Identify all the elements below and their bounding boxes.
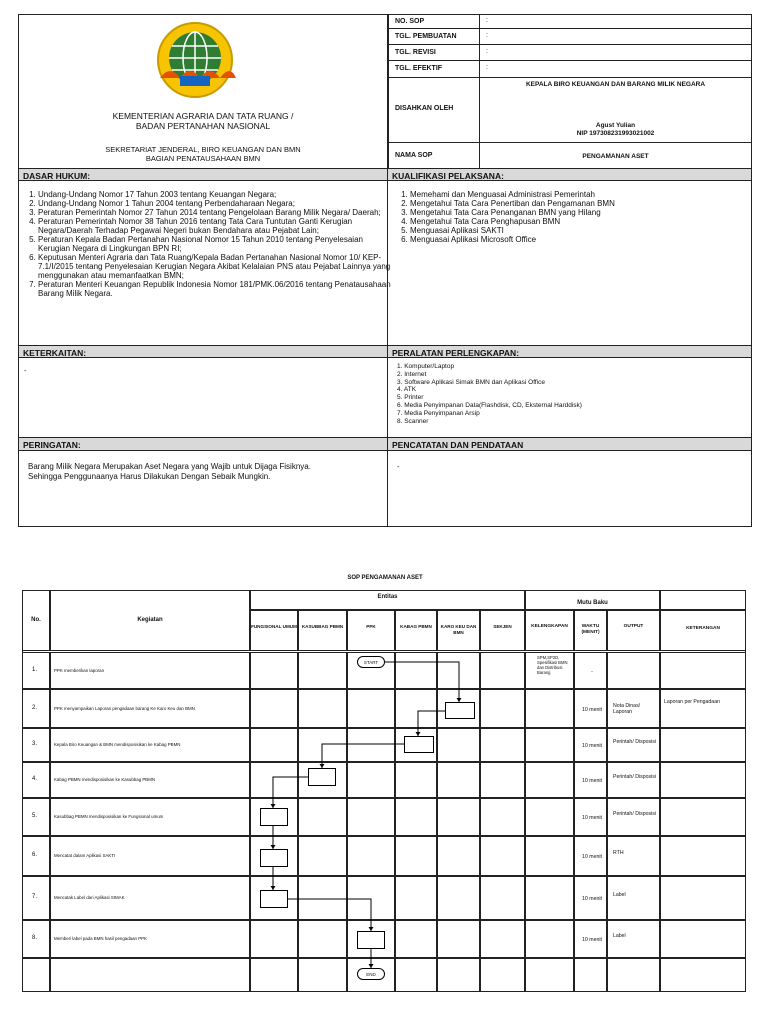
peralatan-item: 6. Media Penyimpanan Data(Flashdisk, CD, Eksternal Harddisk) [397, 401, 582, 409]
connector-fungsional-ppk [288, 899, 371, 931]
tgl-revisi-label: TGL. REVISI [388, 44, 480, 61]
pencatatan-value: - [397, 462, 400, 471]
row-no: 4. [32, 776, 38, 782]
row-output: RTH [613, 850, 624, 856]
entity-label: KARO KEU DAN BMN [440, 624, 477, 635]
arrowhead [416, 732, 421, 736]
row-kegiatan: Kasubbag PBMN mendisposisikan ke Fungsional umum [54, 814, 164, 819]
no-sop-value: : [479, 14, 752, 29]
tgl-pembuatan-label: TGL. PEMBUATAN [388, 28, 480, 45]
dasar-hukum-item: 3. Peraturan Pemerintah Nomor 27 Tahun 2014 tentang Pengelolaan Barang Milik Negara/ Daerah; [38, 208, 393, 217]
row-output: Label [613, 892, 626, 898]
dasar-hukum-item: 1. Undang-Undang Nomor 17 Tahun 2003 tentang Keuangan Negara; [38, 190, 393, 199]
row-waktu: 10 menit [582, 854, 602, 860]
kualifikasi-item: 2. Mengetahui Tata Cara Penertiban dan Pengamanan BMN [410, 199, 755, 208]
unit-name-line2: BAGIAN PENATAUSAHAAN BMN [145, 154, 261, 163]
dasar-hukum-item: 7. Peraturan Menteri Keuangan Republik Indonesia Nomor 181/PMK.06/2016 tentang Penatausahaan Barang Milik Negara. [38, 280, 393, 298]
row-no: 5. [32, 813, 38, 819]
start-terminator: START [357, 656, 385, 668]
peralatan-title: PERALATAN PERLENGKAPAN: [387, 345, 752, 358]
connector-kasubbag-fungsional [273, 777, 308, 808]
arrowhead [320, 764, 325, 768]
row-kegiatan: Memberi label pada BMN hasil pengadaan PPK [54, 936, 147, 941]
row-keterangan: Laporan per Pengadaan [664, 699, 720, 705]
col-no-label: No. [31, 617, 41, 623]
row-kegiatan: Mencatat dalam Aplikasi SAKTI [54, 853, 116, 858]
signer-nip: NIP 197308231993021002 [576, 130, 655, 137]
nama-sop-value: PENGAMANAN ASET [479, 142, 752, 169]
arrowhead [369, 927, 374, 931]
row-no: 3. [32, 741, 38, 747]
tgl-efektif-label: TGL. EFEKTIF [388, 60, 480, 78]
mutu-label: OUTPUT [623, 624, 644, 629]
end-terminator: END [357, 968, 385, 980]
kualifikasi-item: 6. Menguasai Aplikasi Microsoft Office [410, 235, 755, 244]
kualifikasi-title: KUALIFIKASI PELAKSANA: [387, 168, 752, 181]
keterkaitan-value: - [24, 366, 27, 375]
arrowhead [369, 964, 374, 968]
row-no: 1. [32, 666, 38, 673]
row-kegiatan: PPK memberikan laporan [54, 667, 105, 673]
row-kegiatan: Mencatak Label dari Aplikasi SIMAK [54, 895, 125, 900]
connector-kabag-kasubbag [322, 744, 404, 768]
col-mutu-label: Mutu Baku [577, 600, 608, 606]
row-no: 8. [32, 935, 38, 941]
org-name-line2: BADAN PERTANAHAN NASIONAL [135, 121, 271, 131]
row-waktu: 10 menit [582, 896, 602, 902]
org-name-line1: KEMENTERIAN AGRARIA DAN TATA RUANG / [112, 111, 294, 121]
peralatan-item: 2. Internet [397, 370, 427, 378]
entity-label: KABAG PBMN [400, 624, 432, 629]
dasar-hukum-item: 4. Peraturan Pemerintah Nomor 38 Tahun 2016 tentang Tata Cara Tuntutan Ganti Kerugian Negara/Daerah Terhadap Pegawai Negeri bukan Bendahara atau Pejabat Lain; [38, 217, 393, 235]
arrowhead [457, 698, 462, 702]
dasar-hukum-title: DASAR HUKUM: [18, 168, 388, 181]
entity-label: FUNGSIONAL UMUM [251, 624, 297, 629]
peralatan-item: 5. Printer [397, 394, 424, 402]
row-no: 6. [32, 852, 38, 858]
row-kegiatan: PPK menyampaikan Laporan pengadaan barang Ke Karo Keu dan BMN [54, 705, 195, 711]
mutu-label: WAKTU (MENIT) [581, 624, 600, 635]
no-sop-label: NO. SOP [388, 14, 480, 29]
peralatan-item: 4. ATK [397, 386, 417, 394]
arrowhead [271, 845, 276, 849]
tgl-revisi-value: : [479, 44, 752, 61]
row-output: Perintah/ Disposisi [613, 739, 656, 745]
row-waktu: 10 menit [582, 815, 602, 821]
entity-label: PPK [366, 624, 376, 629]
row-kegiatan: Kabag PBMN mendisposisikan ke Kasubbag PBMN [54, 777, 156, 782]
connector-start-karo [385, 662, 459, 702]
row-kelengkapan: SPM,SP2D, Spesifikasi BMN dan Distribusi Barang [537, 655, 568, 675]
row-waktu: 10 menit [582, 778, 602, 784]
row-waktu: - [591, 668, 593, 675]
dasar-hukum-item: 6. Keputusan Menteri Agraria dan Tata Ruang/Kepala Badan Pertanahan Nasional Nomor 10/ KEP-7.1/I/2015 tentang Penyelesaian Kerugian Negara Akibat Kelalaian PNS atau Pejabat Lainnya yang menggunakan atau memanfaatkan BMN; [38, 253, 393, 280]
dasar-hukum-item: 5. Peraturan Kepala Badan Pertanahan Nasional Nomor 15 Tahun 2010 tentang Penyelesaian Kerugian Negara di Lingkungan BPN RI; [38, 235, 393, 253]
peralatan-item: 1. Komputer/Laptop [397, 363, 455, 370]
signer-name: Agust Yulian [595, 122, 636, 129]
peringatan-title: PERINGATAN: [18, 437, 388, 451]
flow-title: SOP PENGAMANAN ASET [347, 575, 423, 581]
peralatan-item: 8. Scanner [397, 417, 429, 425]
col-kegiatan-label: Kegiatan [137, 617, 163, 623]
peringatan-line1: Barang Milik Negara Merupakan Aset Negara yang Wajib untuk Dijaga Fisiknya. [28, 462, 311, 471]
peringatan-line2: Sehingga Penggunaanya Harus Dilakukan Dengan Sebaik Mungkin. [28, 472, 271, 481]
tgl-pembuatan-value: : [479, 28, 752, 45]
dasar-hukum-item: 2. Undang-Undang Nomor 1 Tahun 2004 tentang Perbendaharaan Negara; [38, 199, 393, 208]
keterkaitan-title: KETERKAITAN: [18, 345, 388, 358]
kualifikasi-item: 4. Mengetahui Tata Cara Penghapusan BMN [410, 217, 755, 226]
row-output: Perintah/ Disposisi [613, 811, 656, 817]
kualifikasi-item: 5. Menguasai Aplikasi SAKTI [410, 226, 755, 235]
row-output: Nota Dinas/ Laporan [613, 702, 641, 715]
unit-name-line1: SEKRETARIAT JENDERAL, BIRO KEUANGAN DAN BMN [105, 145, 301, 154]
tgl-efektif-value: : [479, 60, 752, 78]
row-waktu: 10 menit [582, 706, 602, 713]
keterangan-label: KETERANGAN [686, 626, 720, 631]
kualifikasi-item: 1. Memehami dan Menguasai Administrasi Pemerintah [410, 190, 755, 199]
col-entitas-label: Entitas [377, 594, 398, 600]
pencatatan-title: PENCATATAN DAN PENDATAAN [387, 437, 752, 451]
row-waktu: 10 menit [582, 937, 602, 943]
row-no: 2. [32, 704, 38, 711]
entity-label: KASUBBAG PBMN [301, 624, 344, 629]
row-no: 7. [32, 894, 38, 900]
disahkan-title: KEPALA BIRO KEUANGAN DAN BARANG MILIK NEGARA [525, 81, 706, 88]
nama-sop-label: NAMA SOP [388, 142, 480, 169]
peralatan-item: 3. Software Aplikasi Simak BMN dan Aplikasi Office [397, 378, 545, 386]
arrowhead [271, 886, 276, 890]
mutu-label: KELENGKAPAN [531, 624, 568, 629]
row-output: Perintah/ Disposisi [613, 774, 656, 780]
peralatan-item: 7. Media Penyimpanan Arsip [397, 409, 480, 417]
entity-label: SEKJEN [493, 624, 512, 629]
connector-karo-kabag [418, 711, 445, 736]
kualifikasi-item: 3. Mengetahui Tata Cara Penanganan BMN yang Hilang [410, 208, 755, 217]
row-waktu: 10 menit [582, 743, 602, 749]
row-output: Label [613, 933, 626, 939]
disahkan-label: DISAHKAN OLEH [388, 77, 480, 143]
arrowhead [271, 804, 276, 808]
row-kegiatan: Kepala Biro Keuangan & BMN mendisposisikan ke Kabag PBMN [54, 742, 181, 747]
